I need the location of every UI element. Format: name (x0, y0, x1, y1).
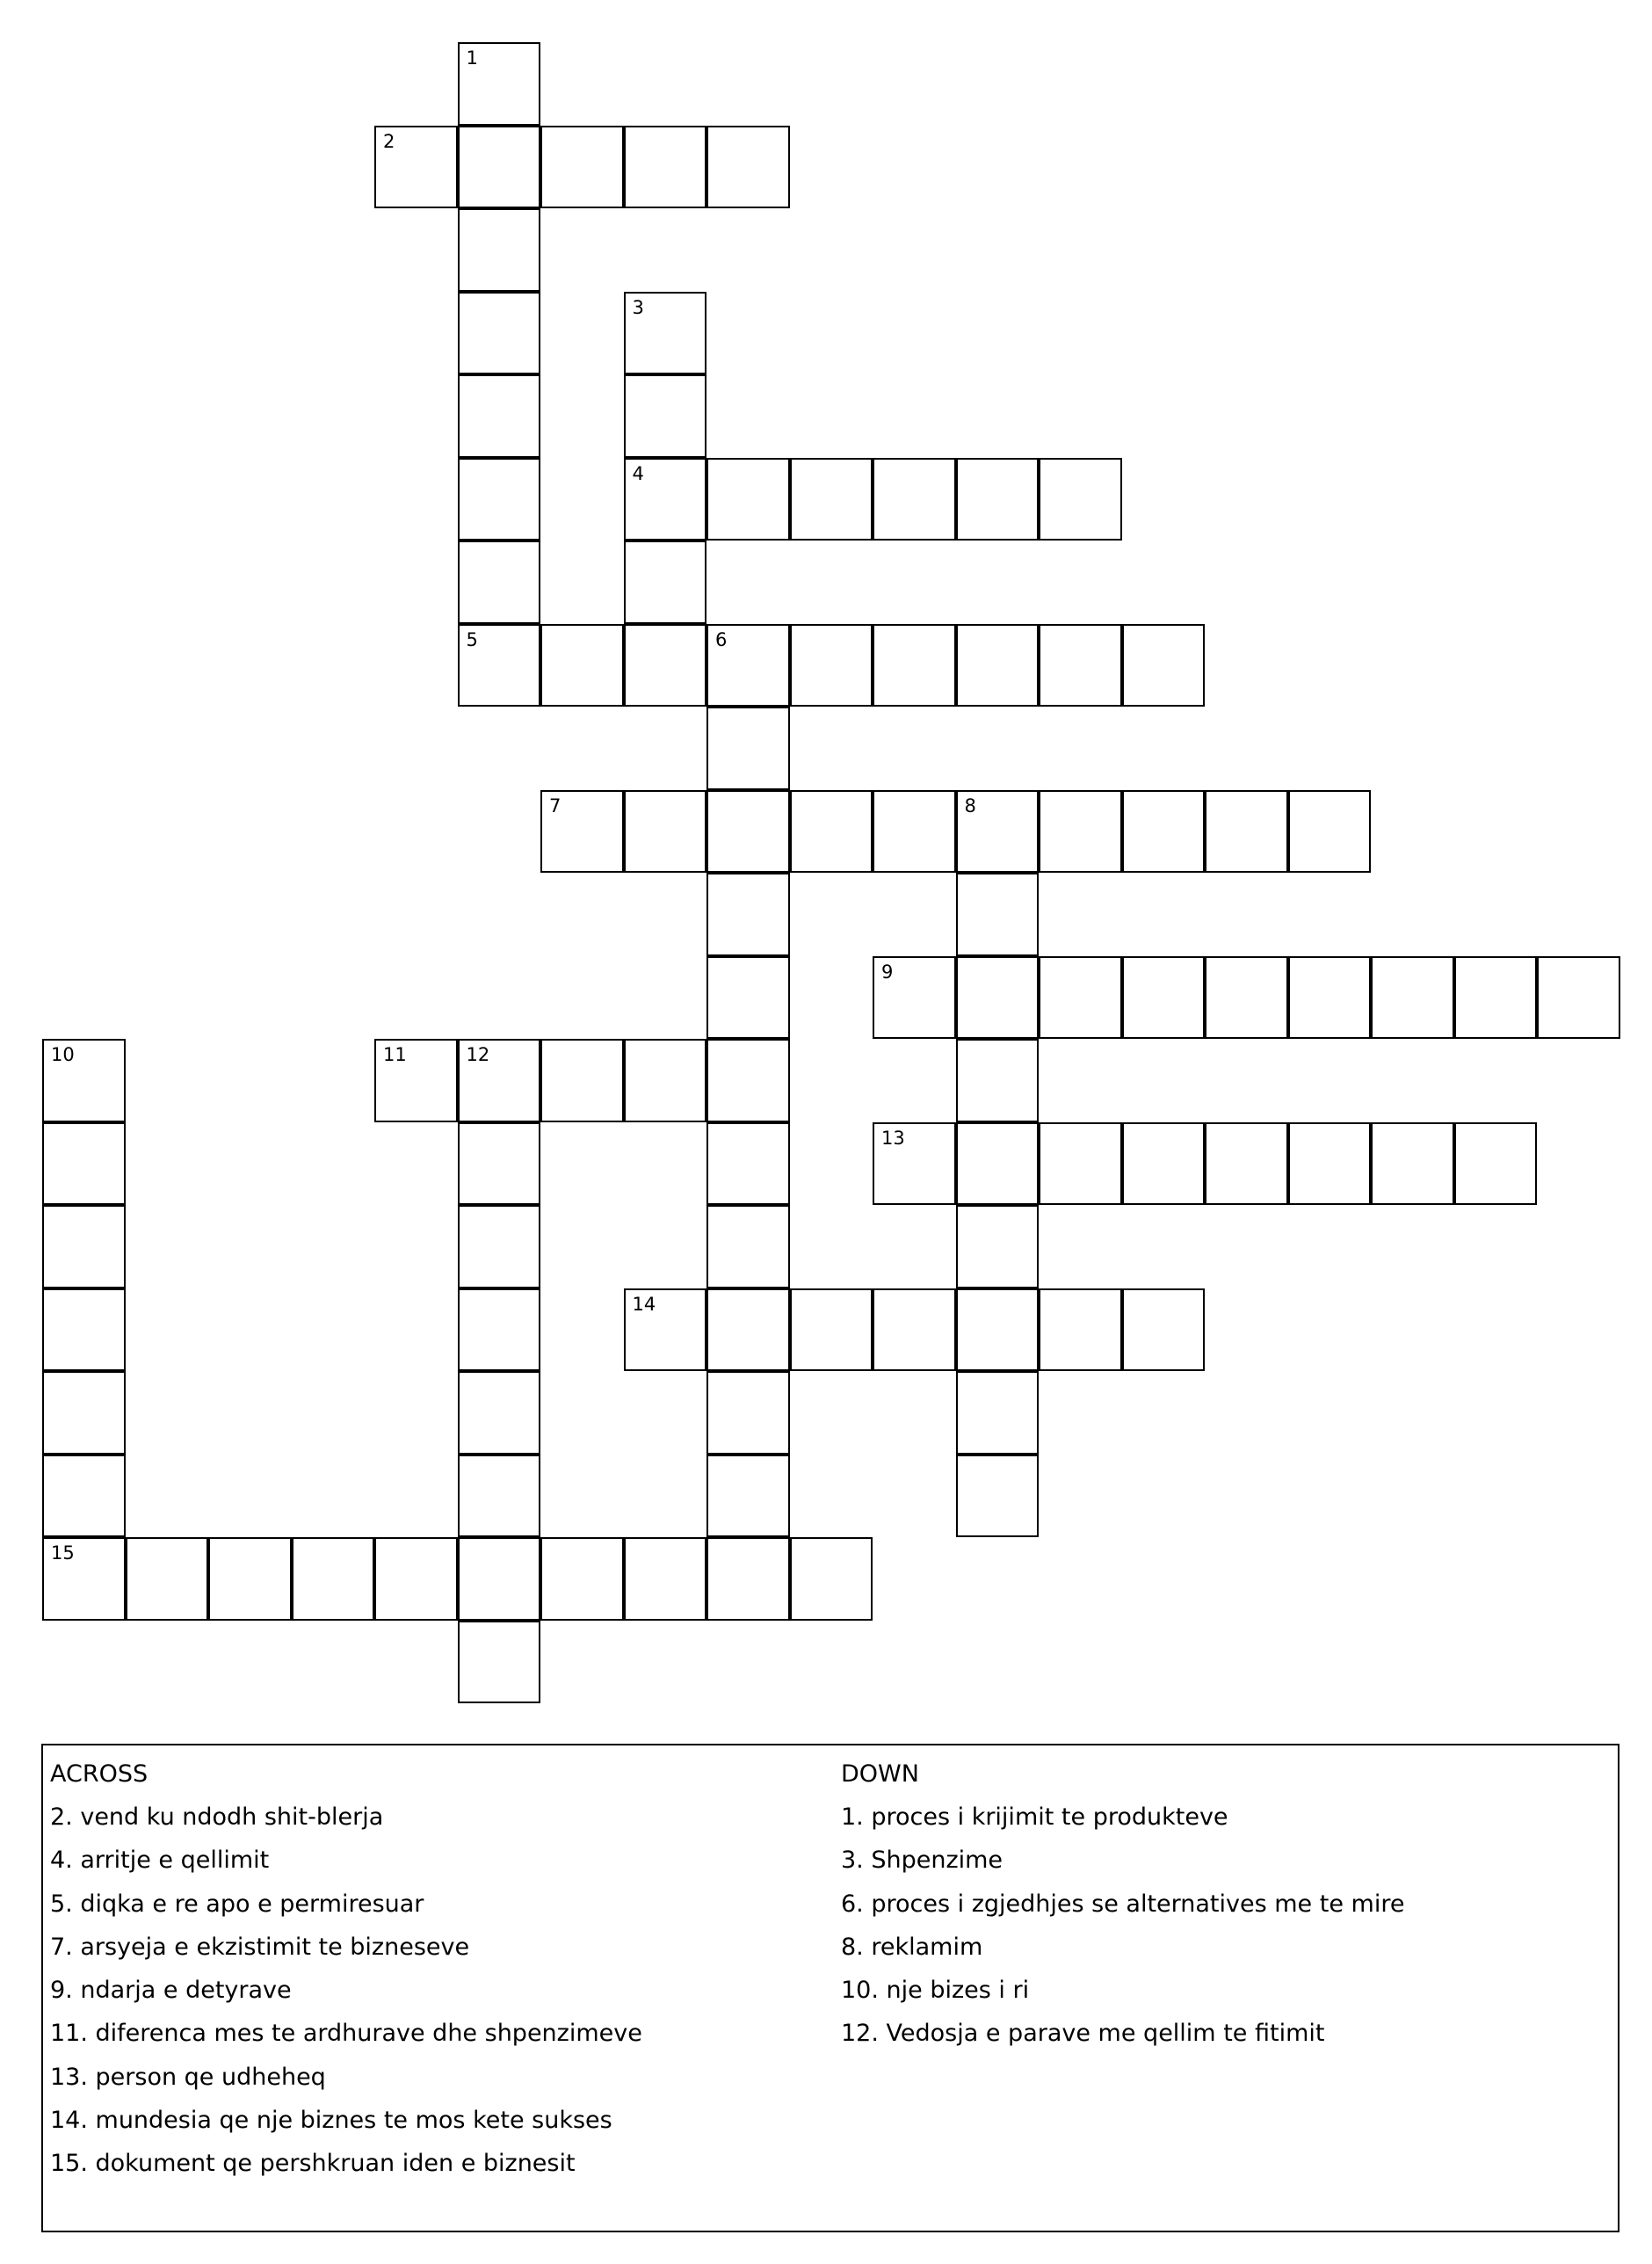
grid-cell[interactable] (42, 1537, 126, 1621)
grid-cell[interactable] (956, 1371, 1040, 1455)
grid-cell[interactable] (1288, 790, 1372, 874)
grid-cell[interactable] (1039, 790, 1122, 874)
grid-cell[interactable] (706, 1288, 790, 1372)
grid-cell[interactable] (873, 956, 956, 1040)
grid-cell[interactable] (458, 1288, 541, 1372)
grid-cell[interactable] (1039, 458, 1122, 541)
down-clue-6: 6. proces i zgjedhjes se alternatives me te mire (841, 1890, 1405, 1918)
across-clue-7: 7. arsyeja e ekzistimit te bizneseve (50, 1933, 470, 1961)
grid-cell[interactable] (458, 1122, 541, 1206)
grid-cell[interactable] (208, 1537, 292, 1621)
clue-number-10: 10 (51, 1044, 75, 1065)
clue-number-2: 2 (383, 130, 395, 152)
grid-cell[interactable] (458, 1371, 541, 1455)
across-clues (50, 1752, 642, 2186)
grid-cell[interactable] (458, 292, 541, 375)
grid-cell[interactable] (458, 126, 541, 209)
grid-cell[interactable] (624, 541, 707, 624)
grid-cell[interactable] (1371, 1122, 1454, 1206)
grid-cell[interactable] (1454, 1122, 1538, 1206)
grid-cell[interactable] (706, 1455, 790, 1538)
grid-cell[interactable] (1039, 1122, 1122, 1206)
grid-cell[interactable] (706, 790, 790, 874)
grid-cell[interactable] (790, 1537, 873, 1621)
across-heading: ACROSS (50, 1760, 149, 1788)
grid-cell[interactable] (624, 790, 707, 874)
grid-cell[interactable] (706, 707, 790, 790)
clue-number-1: 1 (466, 47, 478, 69)
across-clue-13: 13. person qe udheheq (50, 2063, 326, 2091)
grid-cell[interactable] (374, 126, 458, 209)
grid-cell[interactable] (624, 458, 707, 541)
clue-number-14: 14 (632, 1293, 656, 1315)
grid-cell[interactable] (624, 1039, 707, 1122)
grid-cell[interactable] (873, 624, 956, 708)
grid-cell[interactable] (1537, 956, 1620, 1040)
grid-cell[interactable] (706, 1537, 790, 1621)
grid-cell[interactable] (956, 458, 1040, 541)
grid-cell[interactable] (458, 42, 541, 126)
clue-number-12: 12 (466, 1044, 490, 1065)
clue-number-4: 4 (632, 462, 644, 484)
grid-cell[interactable] (956, 873, 1040, 956)
grid-cell[interactable] (458, 1205, 541, 1288)
grid-cell[interactable] (790, 790, 873, 874)
grid-cell[interactable] (1205, 1122, 1288, 1206)
grid-cell[interactable] (956, 1039, 1040, 1122)
grid-cell[interactable] (706, 1122, 790, 1206)
down-clues (841, 1752, 1404, 2056)
clue-number-13: 13 (881, 1127, 905, 1149)
across-clue-2: 2. vend ku ndodh shit-blerja (50, 1803, 384, 1831)
grid-cell[interactable] (1205, 790, 1288, 874)
across-clue-14: 14. mundesia qe nje biznes te mos kete sukses (50, 2107, 612, 2135)
grid-cell[interactable] (540, 624, 624, 708)
grid-cell[interactable] (624, 374, 707, 458)
grid-cell[interactable] (706, 624, 790, 708)
grid-cell[interactable] (956, 624, 1040, 708)
grid-cell[interactable] (540, 1039, 624, 1122)
grid-cell[interactable] (42, 1288, 126, 1372)
clue-number-11: 11 (383, 1044, 407, 1065)
down-clue-10: 10. nje bizes i ri (841, 1977, 1030, 2005)
grid-cell[interactable] (458, 374, 541, 458)
grid-cell[interactable] (540, 126, 624, 209)
clue-number-6: 6 (715, 628, 728, 650)
clue-number-15: 15 (51, 1542, 75, 1564)
grid-cell[interactable] (1122, 790, 1206, 874)
grid-cell[interactable] (956, 1288, 1040, 1372)
grid-cell[interactable] (956, 1455, 1040, 1538)
down-clue-3: 3. Shpenzime (841, 1847, 1004, 1875)
clue-number-7: 7 (549, 795, 562, 816)
grid-cell[interactable] (458, 1537, 541, 1621)
grid-cell[interactable] (458, 458, 541, 541)
across-clue-4: 4. arritje e qellimit (50, 1847, 270, 1875)
grid-cell[interactable] (624, 1537, 707, 1621)
grid-cell[interactable] (540, 1537, 624, 1621)
grid-cell[interactable] (374, 1039, 458, 1122)
grid-cell[interactable] (1039, 1288, 1122, 1372)
grid-cell[interactable] (873, 458, 956, 541)
grid-cell[interactable] (1122, 956, 1206, 1040)
grid-cell[interactable] (706, 1371, 790, 1455)
grid-cell[interactable] (126, 1537, 209, 1621)
across-clue-9: 9. ndarja e detyrave (50, 1977, 292, 2005)
grid-cell[interactable] (956, 956, 1040, 1040)
grid-cell[interactable] (624, 126, 707, 209)
grid-cell[interactable] (706, 1039, 790, 1122)
grid-cell[interactable] (790, 1288, 873, 1372)
grid-cell[interactable] (956, 790, 1040, 874)
grid-cell[interactable] (458, 1455, 541, 1538)
grid-cell[interactable] (42, 1122, 126, 1206)
grid-cell[interactable] (42, 1371, 126, 1455)
grid-cell[interactable] (706, 873, 790, 956)
grid-cell[interactable] (873, 1288, 956, 1372)
grid-cell[interactable] (458, 624, 541, 708)
grid-cell[interactable] (540, 790, 624, 874)
grid-cell[interactable] (1288, 956, 1372, 1040)
grid-cell[interactable] (624, 292, 707, 375)
grid-cell[interactable] (706, 1205, 790, 1288)
grid-cell[interactable] (1039, 624, 1122, 708)
clue-number-8: 8 (964, 795, 976, 816)
across-clue-15: 15. dokument qe pershkruan iden e biznesit (50, 2150, 576, 2178)
grid-cell[interactable] (458, 541, 541, 624)
grid-cell[interactable] (1371, 956, 1454, 1040)
across-clue-11: 11. diferenca mes te ardhurave dhe shpenzimeve (50, 2020, 642, 2048)
grid-cell[interactable] (624, 1288, 707, 1372)
clues-box (41, 1744, 1619, 2232)
grid-cell[interactable] (458, 1621, 541, 1704)
grid-cell[interactable] (42, 1455, 126, 1538)
grid-cell[interactable] (42, 1039, 126, 1122)
clue-number-3: 3 (632, 296, 644, 318)
grid-cell[interactable] (956, 1205, 1040, 1288)
down-clue-8: 8. reklamim (841, 1933, 983, 1961)
grid-cell[interactable] (458, 208, 541, 292)
grid-cell[interactable] (1039, 956, 1122, 1040)
clue-number-9: 9 (881, 961, 894, 983)
grid-cell[interactable] (624, 624, 707, 708)
grid-cell[interactable] (1205, 956, 1288, 1040)
down-heading: DOWN (841, 1760, 919, 1788)
grid-cell[interactable] (706, 458, 790, 541)
grid-cell[interactable] (790, 624, 873, 708)
grid-cell[interactable] (374, 1537, 458, 1621)
grid-cell[interactable] (873, 1122, 956, 1206)
down-clue-12: 12. Vedosja e parave me qellim te fitimit (841, 2020, 1325, 2048)
across-clue-5: 5. diqka e re apo e permiresuar (50, 1890, 424, 1918)
grid-cell[interactable] (706, 956, 790, 1040)
grid-cell[interactable] (1122, 1122, 1206, 1206)
grid-cell[interactable] (458, 1039, 541, 1122)
grid-cell[interactable] (1122, 1288, 1206, 1372)
grid-cell[interactable] (790, 458, 873, 541)
grid-cell[interactable] (292, 1537, 375, 1621)
grid-cell[interactable] (873, 790, 956, 874)
grid-cell[interactable] (1454, 956, 1538, 1040)
grid-cell[interactable] (42, 1205, 126, 1288)
clue-number-5: 5 (466, 628, 478, 650)
grid-cell[interactable] (956, 1122, 1040, 1206)
grid-cell[interactable] (1288, 1122, 1372, 1206)
grid-cell[interactable] (706, 126, 790, 209)
grid-cell[interactable] (1122, 624, 1206, 708)
down-clue-1: 1. proces i krijimit te produkteve (841, 1803, 1228, 1831)
